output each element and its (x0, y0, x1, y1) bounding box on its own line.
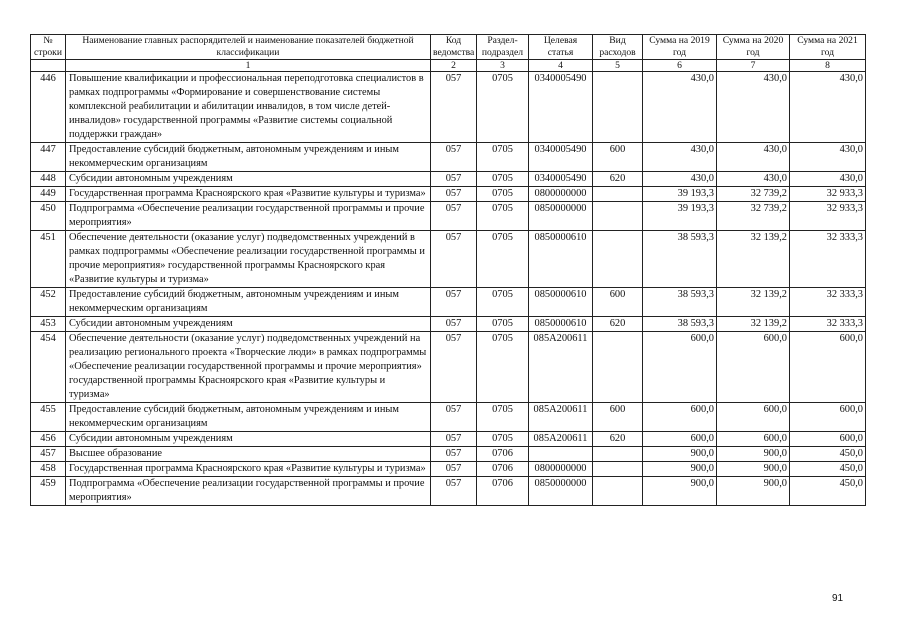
row-section: 0705 (477, 231, 529, 288)
row-kind (593, 477, 643, 506)
header-row (31, 35, 866, 60)
row-name: Государственная программа Красноярского края «Развитие культуры и туризма» (66, 187, 431, 202)
row-number: 455 (31, 403, 66, 432)
row-sum-2021: 450,0 (790, 477, 866, 506)
row-sum-2021: 600,0 (790, 403, 866, 432)
row-kind (593, 72, 643, 143)
row-name: Предоставление субсидий бюджетным, автономным учреждениям и иным некоммерческим организациям (66, 143, 431, 172)
row-sum-2020: 32 139,2 (717, 288, 790, 317)
table-row (31, 202, 866, 231)
row-target: 0340005490 (529, 143, 593, 172)
row-code: 057 (431, 143, 477, 172)
row-sum-2019: 430,0 (643, 172, 717, 187)
row-sum-2019: 900,0 (643, 462, 717, 477)
header-num: № строки (31, 35, 66, 60)
row-sum-2019: 430,0 (643, 143, 717, 172)
row-sum-2020: 900,0 (717, 447, 790, 462)
row-sum-2019: 38 593,3 (643, 231, 717, 288)
row-sum-2021: 430,0 (790, 143, 866, 172)
row-number: 447 (31, 143, 66, 172)
row-section: 0705 (477, 72, 529, 143)
header-kind: Вид расходов (593, 35, 643, 60)
row-name: Обеспечение деятельности (оказание услуг) подведомственных учреждений на реализацию регионального проекта «Творческие люди» в рамках подпрограммы «Обеспечение реализации государственной программы и прочие мероприятия» государственной программы Красноярского края «Развитие культуры и туризма» (66, 332, 431, 403)
row-section: 0705 (477, 187, 529, 202)
row-number: 448 (31, 172, 66, 187)
table-body (31, 72, 866, 506)
row-name: Обеспечение деятельности (оказание услуг) подведомственных учреждений в рамках подпрограммы «Обеспечение реализации государственной программы и прочие мероприятия» государственной программы Красноярского края «Развитие культуры и туризма» (66, 231, 431, 288)
row-sum-2021: 430,0 (790, 172, 866, 187)
row-code: 057 (431, 332, 477, 403)
row-number: 454 (31, 332, 66, 403)
row-code: 057 (431, 202, 477, 231)
table-row (31, 187, 866, 202)
table-row (31, 477, 866, 506)
row-kind: 600 (593, 403, 643, 432)
row-target (529, 447, 593, 462)
row-code: 057 (431, 447, 477, 462)
row-code: 057 (431, 317, 477, 332)
row-section: 0705 (477, 317, 529, 332)
row-name: Подпрограмма «Обеспечение реализации государственной программы и прочие мероприятия» (66, 202, 431, 231)
row-target: 0340005490 (529, 72, 593, 143)
row-sum-2020: 430,0 (717, 172, 790, 187)
row-kind: 600 (593, 288, 643, 317)
header-sum-2020: Сумма на 2020 год (717, 35, 790, 60)
row-section: 0706 (477, 447, 529, 462)
row-target: 085A200611 (529, 332, 593, 403)
row-sum-2020: 600,0 (717, 432, 790, 447)
table-row (31, 288, 866, 317)
row-section: 0705 (477, 202, 529, 231)
row-sum-2021: 32 333,3 (790, 317, 866, 332)
column-number: 4 (529, 60, 593, 72)
table-row (31, 462, 866, 477)
row-sum-2019: 600,0 (643, 432, 717, 447)
row-sum-2021: 450,0 (790, 447, 866, 462)
budget-table (30, 34, 866, 506)
row-section: 0705 (477, 288, 529, 317)
row-target: 085A200611 (529, 403, 593, 432)
table-row (31, 72, 866, 143)
table-row (31, 172, 866, 187)
column-number: 2 (431, 60, 477, 72)
header-code: Код ведомства (431, 35, 477, 60)
page-number: 91 (832, 593, 844, 604)
row-number: 458 (31, 462, 66, 477)
row-section: 0705 (477, 332, 529, 403)
row-sum-2020: 32 139,2 (717, 231, 790, 288)
row-kind (593, 231, 643, 288)
row-code: 057 (431, 187, 477, 202)
row-kind (593, 187, 643, 202)
table-row (31, 447, 866, 462)
row-name: Высшее образование (66, 447, 431, 462)
row-name: Предоставление субсидий бюджетным, автономным учреждениям и иным некоммерческим организациям (66, 403, 431, 432)
row-number: 452 (31, 288, 66, 317)
row-name: Подпрограмма «Обеспечение реализации государственной программы и прочие мероприятия» (66, 477, 431, 506)
table-row (31, 143, 866, 172)
table-row (31, 432, 866, 447)
row-sum-2021: 450,0 (790, 462, 866, 477)
row-number: 451 (31, 231, 66, 288)
row-target: 0340005490 (529, 172, 593, 187)
table-row (31, 317, 866, 332)
row-target: 0850000610 (529, 317, 593, 332)
row-sum-2020: 600,0 (717, 332, 790, 403)
row-kind: 600 (593, 143, 643, 172)
column-numbers-row (31, 60, 866, 72)
row-section: 0706 (477, 477, 529, 506)
row-sum-2020: 900,0 (717, 462, 790, 477)
row-target: 0800000000 (529, 462, 593, 477)
row-target: 0800000000 (529, 187, 593, 202)
row-sum-2019: 900,0 (643, 447, 717, 462)
row-section: 0705 (477, 432, 529, 447)
row-sum-2019: 38 593,3 (643, 288, 717, 317)
row-sum-2020: 430,0 (717, 72, 790, 143)
row-code: 057 (431, 403, 477, 432)
column-number: 3 (477, 60, 529, 72)
row-sum-2019: 38 593,3 (643, 317, 717, 332)
row-kind (593, 462, 643, 477)
row-code: 057 (431, 72, 477, 143)
row-number: 446 (31, 72, 66, 143)
row-sum-2021: 32 333,3 (790, 231, 866, 288)
row-sum-2020: 600,0 (717, 403, 790, 432)
row-number: 453 (31, 317, 66, 332)
row-sum-2021: 600,0 (790, 332, 866, 403)
row-sum-2019: 900,0 (643, 477, 717, 506)
row-sum-2020: 900,0 (717, 477, 790, 506)
header-sum-2019: Сумма на 2019 год (643, 35, 717, 60)
row-kind (593, 202, 643, 231)
row-sum-2020: 32 139,2 (717, 317, 790, 332)
row-number: 449 (31, 187, 66, 202)
row-sum-2021: 32 333,3 (790, 288, 866, 317)
row-sum-2020: 32 739,2 (717, 187, 790, 202)
row-name: Предоставление субсидий бюджетным, автономным учреждениям и иным некоммерческим организациям (66, 288, 431, 317)
row-sum-2019: 39 193,3 (643, 187, 717, 202)
row-sum-2021: 32 933,3 (790, 202, 866, 231)
row-name: Повышение квалификации и профессиональная переподготовка специалистов в рамках подпрограммы «Формирование и совершенствование системы комплексной реабилитации и абилитации инвалидов, в том числе детей-инвалидов» государственной программы «Развитие системы социальной поддержки граждан» (66, 72, 431, 143)
row-target: 0850000000 (529, 477, 593, 506)
row-number: 459 (31, 477, 66, 506)
row-name: Субсидии автономным учреждениям (66, 172, 431, 187)
row-kind (593, 332, 643, 403)
row-name: Субсидии автономным учреждениям (66, 317, 431, 332)
budget-table-page (30, 34, 865, 506)
row-sum-2020: 430,0 (717, 143, 790, 172)
row-kind (593, 447, 643, 462)
header-target: Целевая статья (529, 35, 593, 60)
row-sum-2019: 600,0 (643, 332, 717, 403)
row-name: Субсидии автономным учреждениям (66, 432, 431, 447)
row-number: 456 (31, 432, 66, 447)
row-code: 057 (431, 172, 477, 187)
row-section: 0705 (477, 143, 529, 172)
header-name: Наименование главных распорядителей и наименование показателей бюджетной классификации (66, 35, 431, 60)
row-sum-2021: 600,0 (790, 432, 866, 447)
row-kind: 620 (593, 172, 643, 187)
column-number: 7 (717, 60, 790, 72)
row-target: 0850000000 (529, 202, 593, 231)
row-kind: 620 (593, 317, 643, 332)
row-code: 057 (431, 288, 477, 317)
row-code: 057 (431, 432, 477, 447)
row-sum-2019: 39 193,3 (643, 202, 717, 231)
row-target: 085A200611 (529, 432, 593, 447)
row-sum-2020: 32 739,2 (717, 202, 790, 231)
row-target: 0850000610 (529, 288, 593, 317)
row-number: 450 (31, 202, 66, 231)
row-sum-2019: 600,0 (643, 403, 717, 432)
row-target: 0850000610 (529, 231, 593, 288)
row-code: 057 (431, 477, 477, 506)
row-kind: 620 (593, 432, 643, 447)
column-number: 6 (643, 60, 717, 72)
row-number: 457 (31, 447, 66, 462)
table-row (31, 332, 866, 403)
row-code: 057 (431, 462, 477, 477)
row-sum-2021: 430,0 (790, 72, 866, 143)
table-row (31, 403, 866, 432)
row-sum-2021: 32 933,3 (790, 187, 866, 202)
column-number: 5 (593, 60, 643, 72)
row-sum-2019: 430,0 (643, 72, 717, 143)
column-number: 8 (790, 60, 866, 72)
header-sum-2021: Сумма на 2021 год (790, 35, 866, 60)
row-section: 0705 (477, 403, 529, 432)
row-section: 0705 (477, 172, 529, 187)
table-row (31, 231, 866, 288)
row-code: 057 (431, 231, 477, 288)
row-section: 0706 (477, 462, 529, 477)
row-name: Государственная программа Красноярского края «Развитие культуры и туризма» (66, 462, 431, 477)
header-section: Раздел-подраздел (477, 35, 529, 60)
column-number: 1 (66, 60, 431, 72)
column-number (31, 60, 66, 72)
